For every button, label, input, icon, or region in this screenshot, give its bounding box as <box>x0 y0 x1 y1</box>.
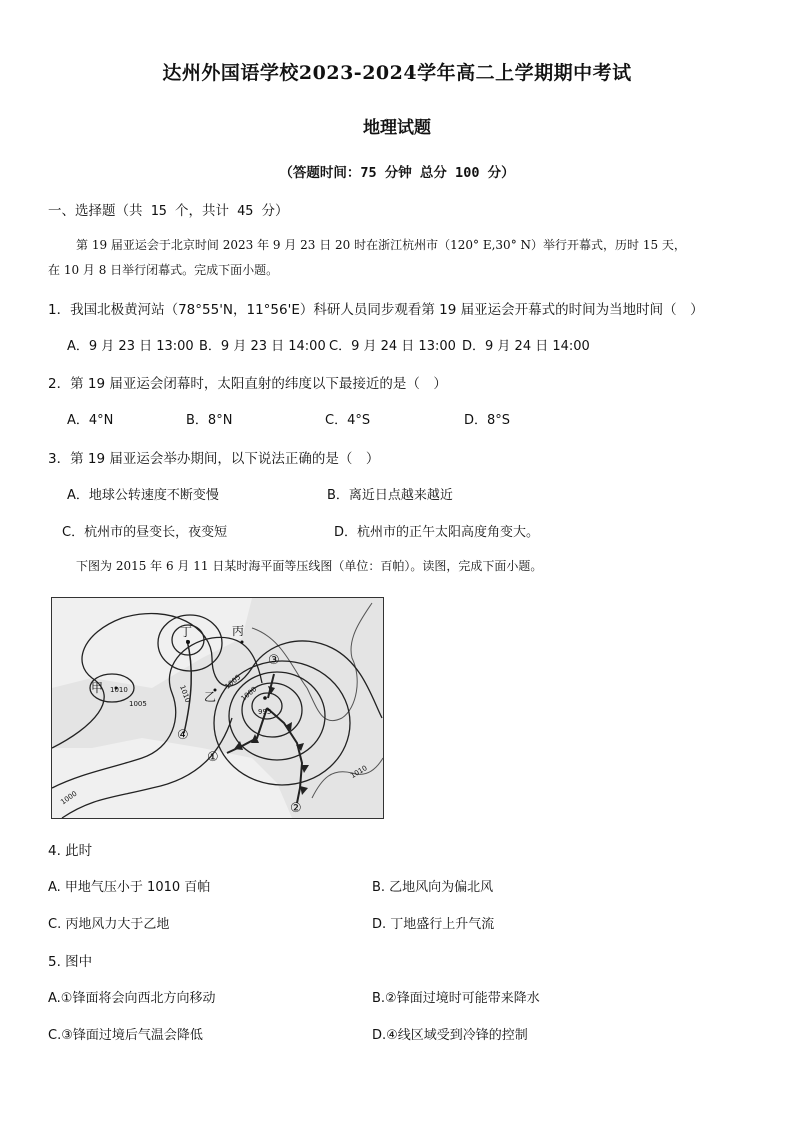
question-5-option-b[interactable]: B.②锋面过境时可能带来降水 <box>372 991 540 1006</box>
isobar-map-svg <box>52 598 383 818</box>
map-label-bing: 丙 <box>232 624 245 638</box>
isobar-value: 1010 <box>178 684 192 704</box>
question-4-option-b[interactable]: B. 乙地风向为偏北风 <box>372 880 494 895</box>
question-4-option-a[interactable]: A. 甲地气压小于 1010 百帕 <box>48 880 211 895</box>
question-5-option-d[interactable]: D.④线区域受到冷锋的控制 <box>372 1028 528 1043</box>
question-2-option-c[interactable]: C．4°S <box>325 413 371 428</box>
question-3-option-b[interactable]: B．离近日点越来越近 <box>327 488 453 503</box>
map-label-1: ① <box>207 750 219 765</box>
question-3-option-d[interactable]: D．杭州市的正午太阳高度角变大。 <box>334 525 540 540</box>
isobar-value: 1010 <box>110 686 128 694</box>
isobar-value: 1005 <box>129 700 147 708</box>
exam-title: 达州外国语学校2023-2024学年高二上学期期中考试 <box>162 62 632 84</box>
question-3-option-c[interactable]: C．杭州市的昼变长，夜变短 <box>62 525 228 540</box>
isobar-value: 1005 <box>223 673 243 691</box>
intro-line-1: 第 19 届亚运会于北京时间 2023 年 9 月 23 日 20 时在浙江杭州市（120° E,30° N）举行开幕式，历时 15 天， <box>76 238 686 252</box>
point-bing-marker <box>241 641 244 644</box>
map-label-2: ② <box>290 801 302 816</box>
question-4-option-c[interactable]: C. 丙地风力大于乙地 <box>48 917 170 932</box>
map-label-4: ④ <box>177 728 189 743</box>
exam-subject: 地理试题 <box>363 118 431 138</box>
question-1-option-b[interactable]: B．9 月 23 日 14:00 <box>199 339 326 354</box>
question-1-option-d[interactable]: D．9 月 24 日 14:00 <box>462 339 590 354</box>
question-2-option-d[interactable]: D．8°S <box>464 413 511 428</box>
exam-time-score: （答题时间：75 分钟 总分 100 分） <box>279 165 515 181</box>
question-5-stem: 5. 图中 <box>48 954 93 970</box>
question-4-stem: 4. 此时 <box>48 843 93 859</box>
question-4-option-d[interactable]: D. 丁地盛行上升气流 <box>372 917 495 932</box>
question-1-option-c[interactable]: C．9 月 24 日 13:00 <box>329 339 456 354</box>
question-3-stem: 3．第 19 届亚运会举办期间，以下说法正确的是（ ） <box>48 451 380 467</box>
question-1-stem: 1．我国北极黄河站（78°55'N，11°56'E）科研人员同步观看第 19 届亚运会开幕式的时间为当地时间（ ） <box>48 302 704 318</box>
question-3-option-a[interactable]: A．地球公转速度不断变慢 <box>67 488 219 503</box>
isobar-value: 1000 <box>59 789 79 807</box>
map-label-ding: 丁 <box>180 625 193 639</box>
isobar-map <box>51 597 384 819</box>
question-2-stem: 2．第 19 届亚运会闭幕时，太阳直射的纬度以下最接近的是（ ） <box>48 376 447 392</box>
isobar-value: 1010 <box>349 764 369 780</box>
question-5-option-c[interactable]: C.③锋面过境后气温会降低 <box>48 1028 203 1043</box>
intro-paragraph-1 <box>48 233 748 283</box>
low-center-marker <box>263 696 267 700</box>
intro-line-2: 在 10 月 8 日举行闭幕式。完成下面小题。 <box>48 263 279 277</box>
point-ding-marker <box>186 640 190 644</box>
map-label-yi: 乙 <box>204 690 217 704</box>
question-1-option-a[interactable]: A．9 月 23 日 13:00 <box>67 339 194 354</box>
question-5-option-a[interactable]: A.①锋面将会向西北方向移动 <box>48 991 216 1006</box>
map-label-3: ③ <box>268 653 280 668</box>
isobar-value: 1000 <box>239 685 259 703</box>
map-label-jia: 甲 <box>91 681 104 695</box>
isobar-value: 995 <box>258 708 272 716</box>
intro-paragraph-2: 下图为 2015 年 6 月 11 日某时海平面等压线图（单位：百帕）。读图，完成下面小题。 <box>76 559 543 573</box>
question-2-option-a[interactable]: A．4°N <box>67 413 114 428</box>
question-2-option-b[interactable]: B．8°N <box>186 413 233 428</box>
section-heading: 一、选择题（共 15 个，共计 45 分） <box>48 203 289 219</box>
